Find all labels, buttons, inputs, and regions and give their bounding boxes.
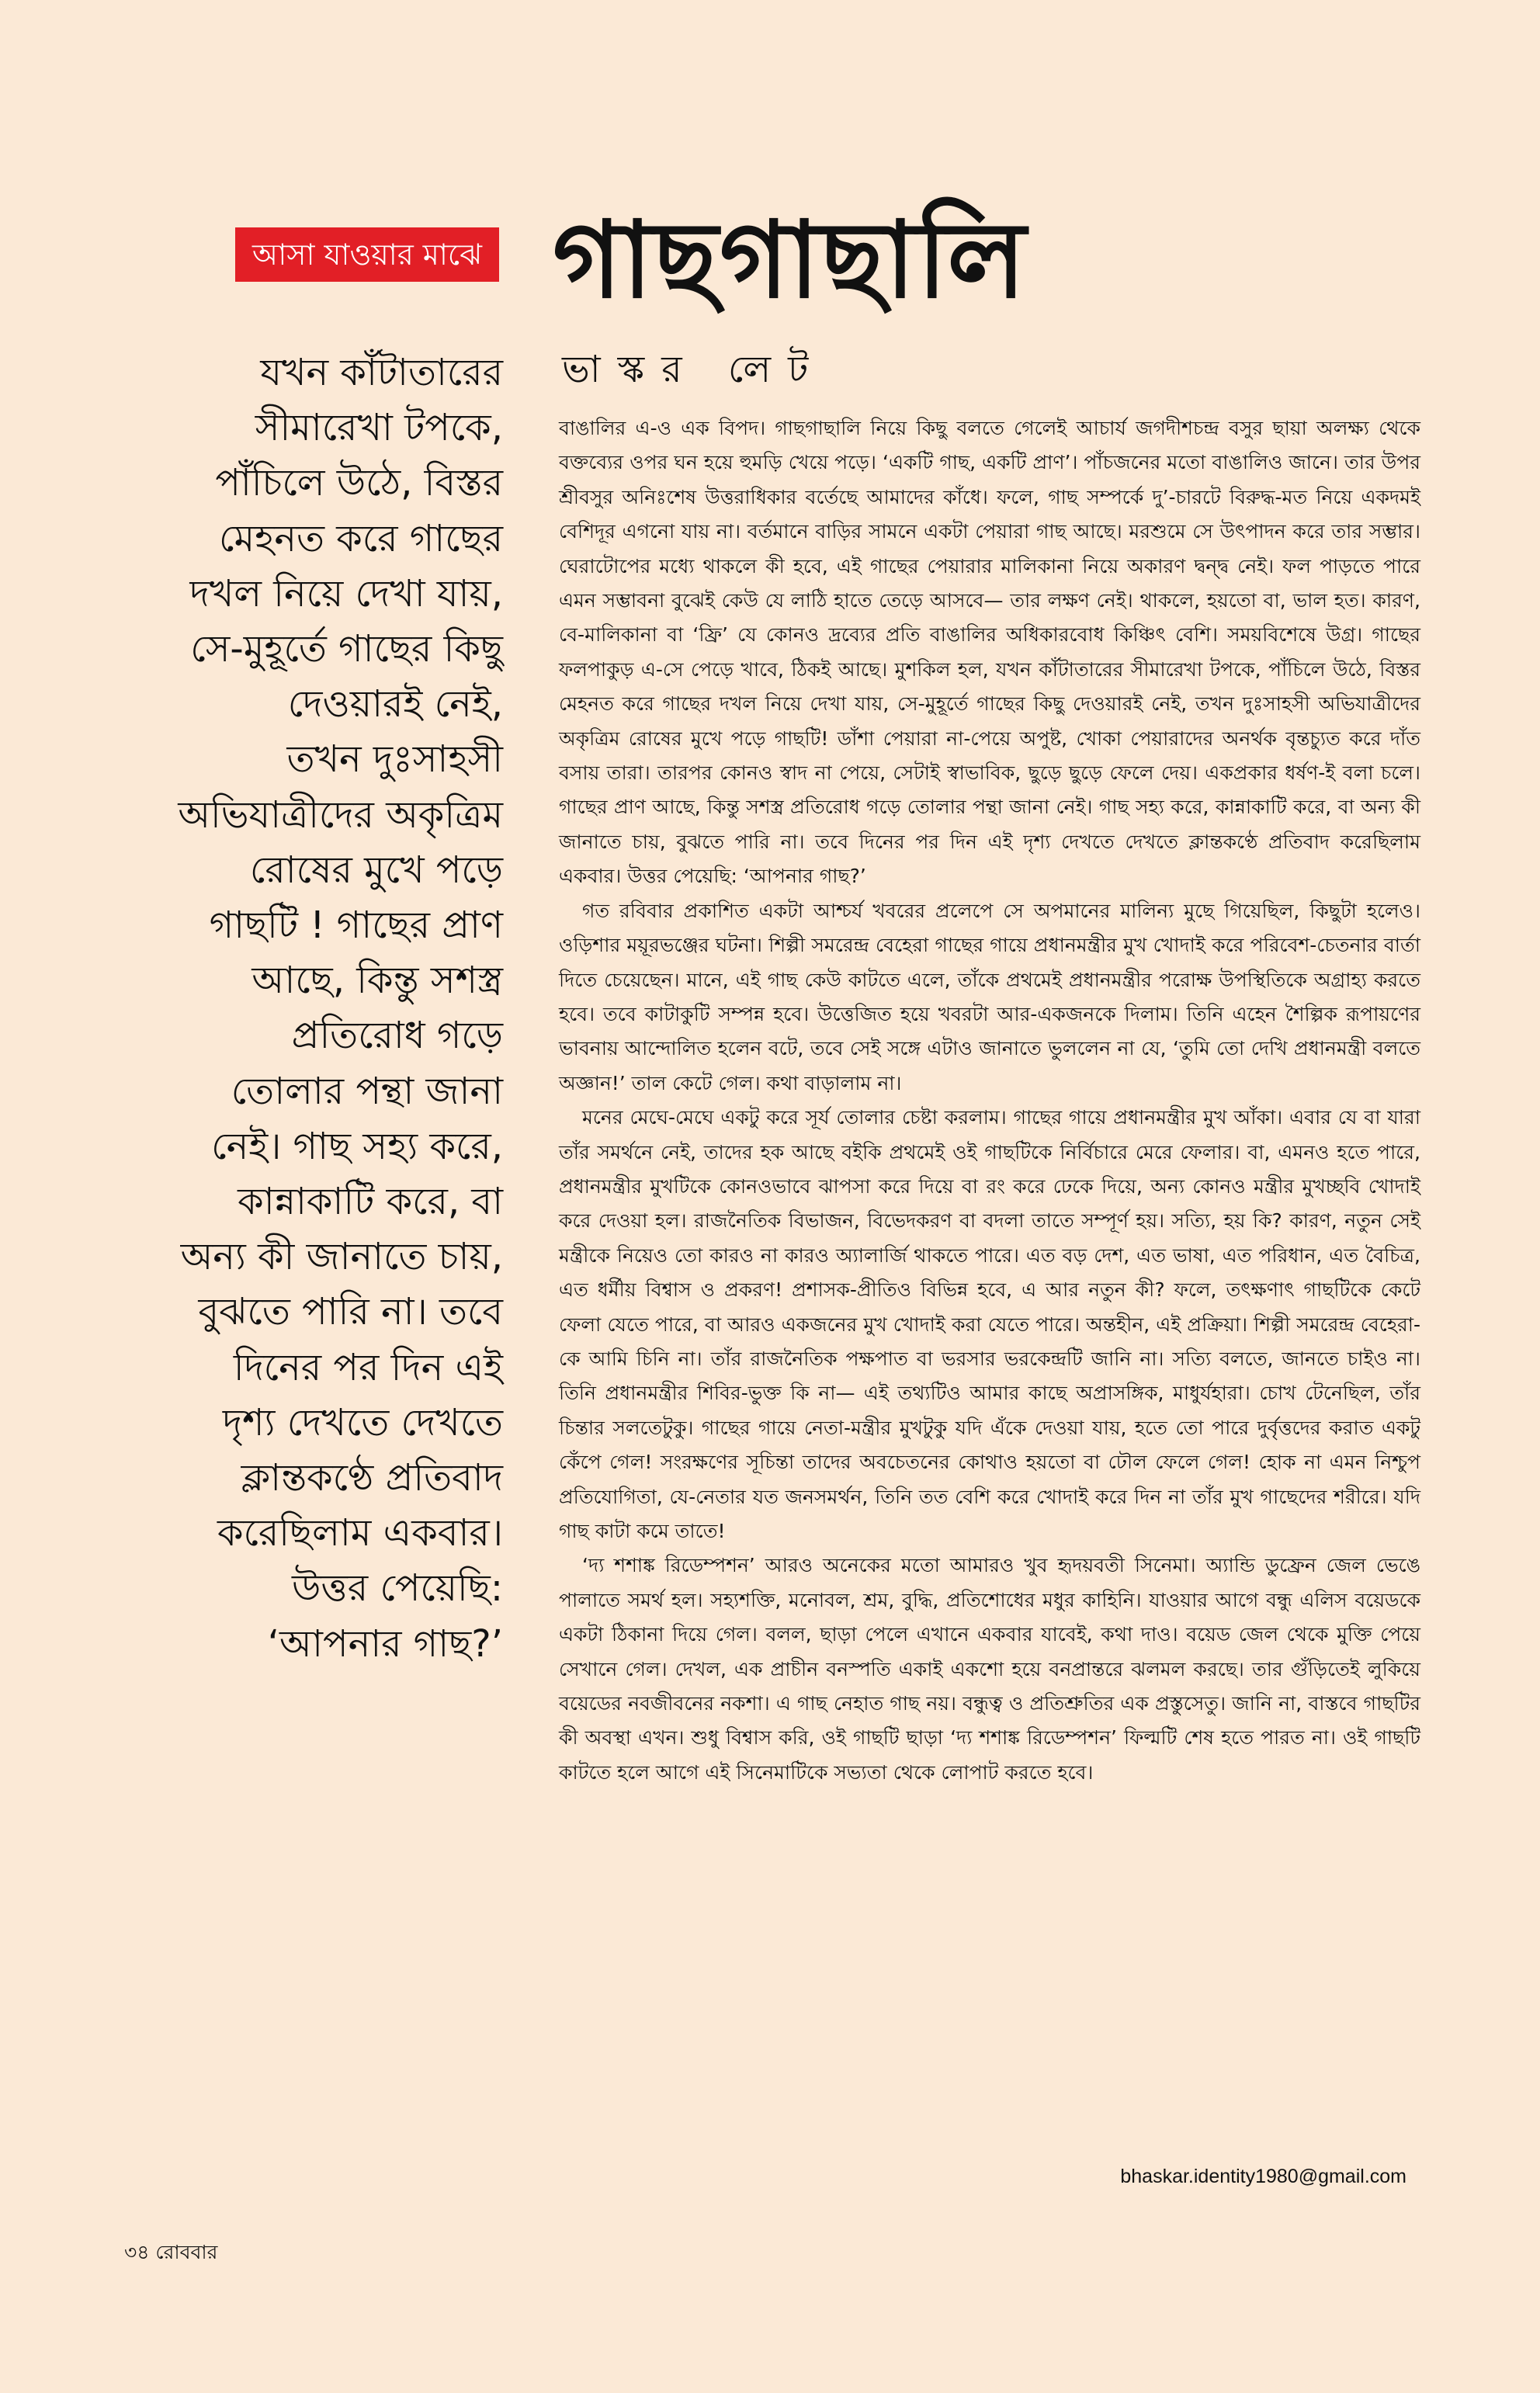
pull-quote-line: অভিযাত্রীদের অকৃত্রিম (178, 792, 503, 837)
author-email: bhaskar.identity1980@gmail.com (1120, 2166, 1406, 2187)
pull-quote-line: করেছিলাম একবার। (217, 1511, 503, 1555)
pull-quote-line: নেই। গাছ সহ্য করে, (211, 1124, 503, 1168)
pull-quote-line: মেহনত করে গাছের (219, 516, 503, 560)
pull-quote-line: দখল নিয়ে দেখা যায়, (189, 571, 503, 616)
article-paragraph: গত রবিবার প্রকাশিত একটা আশ্চর্য খবরের প্রলেপে সে অপমানের মালিন্য মুছে গিয়েছিল, কিছুটা হলেও। ওড়িশার ময়ূরভঞ্জের ঘটনা। শিল্পী সমরেন্দ্র বেহেরা গাছের গায়ে প্রধানমন্ত্রীর মুখ খোদাই করে পরিবেশ-চেতনার বার্তা দিতে চেয়েছেন। মানে, এই গাছ কেউ কাটতে এলে, তাঁকে প্রথমেই প্রধানমন্ত্রীর পরোক্ষ উপস্থিতিকে অগ্রাহ্য করতে হবে। তবে কাটাকুটি সম্পন্ন হবে। উত্তেজিত হয়ে খবরটা আর-একজনকে দিলাম। তিনি এহেন শৈল্পিক রূপায়ণের ভাবনায় আন্দোলিত হলেন বটে, তবে সেই সঙ্গে এটাও জানাতে ভুললেন না যে, ‘তুমি তো দেখি প্রধানমন্ত্রী বলতে অজ্ঞান!’ তাল কেটে গেল। কথা বাড়ালাম না। (559, 899, 1420, 1094)
page-folio: ৩৪ রোববার (124, 2241, 218, 2263)
pull-quote-line: ক্লান্তকণ্ঠে প্রতিবাদ (241, 1456, 503, 1500)
pull-quote-line: প্রতিরোধ গড়ে (291, 1014, 503, 1058)
pull-quote-line: গাছটি ! গাছের প্রাণ (209, 903, 503, 948)
pull-quote-line: বুঝতে পারি না। তবে (198, 1290, 503, 1334)
pull-quote-line: দৃশ্য দেখতে দেখতে (222, 1400, 503, 1444)
pull-quote-line: দেওয়ারই নেই, (287, 682, 503, 727)
pull-quote-line: পাঁচিলে উঠে, বিস্তর (215, 461, 503, 505)
pull-quote-line: উত্তর পেয়েছি: (292, 1566, 503, 1611)
pull-quote-line: সীমারেখা টপকে, (255, 406, 503, 450)
article-paragraph: মনের মেঘে-মেঘে একটু করে সূর্য তোলার চেষ্টা করলাম। গাছের গায়ে প্রধানমন্ত্রীর মুখ আঁকা। এবার যে বা যারা তাঁর সমর্থনে নেই, তাদের হক আছে বইকি প্রথমেই ওই গাছটিকে নির্বিচারে মেরে ফেলার। বা, এমনও হতে পারে, প্রধানমন্ত্রীর মুখটিকে কোনওভাবে ঝাপসা করে দিয়ে বা রং করে ঢেকে দিয়ে, অন্য কোনও মন্ত্রীর মুখচ্ছবি খোদাই করে দেওয়া হল। রাজনৈতিক বিভাজন, বিভেদকরণ বা বদলা তাতে সম্পূর্ণ হয়। সত্যি, হয় কি? কারণ, নতুন সেই মন্ত্রীকে নিয়েও তো কারও না কারও অ্যালার্জি থাকতে পারে। এত বড় দেশ, এত ভাষা, এত পরিধান, এত বৈচিত্র, এত ধর্মীয় বিশ্বাস ও প্রকরণ! প্রশাসক-প্রীতিও বিভিন্ন হবে, এ আর নতুন কী? ফলে, তৎক্ষণাৎ গাছটিকে কেটে ফেলা যেতে পারে, বা আরও একজনের মুখ খোদাই করা যেতে পারে। অন্তহীন, এই প্রক্রিয়া। শিল্পী সমরেন্দ্র বেহেরা-কে আমি চিনি না। তাঁর রাজনৈতিক পক্ষপাত বা ভরসার ভরকেন্দ্রটি জানি না। সত্যি বলতে, জানতে চাইও না। তিনি প্রধানমন্ত্রীর শিবির-ভুক্ত কি না— এই তথ্যটিও আমার কাছে অপ্রাসঙ্গিক, মাধুর্যহারা। চোখ টেনেছিল, তাঁর চিন্তার সলতেটুকু। গাছের গায়ে নেতা-মন্ত্রীর মুখটুকু যদি এঁকে দেওয়া যায়, হতে তো পারে দুর্বৃত্তদের করাত একটু কেঁপে গেল! সংরক্ষণের সূচিন্তা তাদের অবচেতনের কোথাও হয়তো বা ঢৌল ফেলে গেল! হোক না এমন নিশ্চুপ প্রতিযোগিতা, যে-নেতার যত জনসমর্থন, তিনি তত বেশি করে খোদাই করে দিন না তাঁর মুখ গাছেদের শরীরে। যদি গাছ কাটা কমে তাতে! (559, 1106, 1420, 1542)
pull-quote-line: রোষের মুখে পড়ে (249, 848, 503, 892)
article-body (559, 411, 1420, 1790)
article-paragraph: ‘দ্য শশাঙ্ক রিডেম্পশন’ আরও অনেকের মতো আমারও খুব হৃদয়বতী সিনেমা। অ্যান্ডি ডুফ্রেন জেল ভেঙে পালাতে সমর্থ হল। সহ্যশক্তি, মনোবল, শ্রম, বুদ্ধি, প্রতিশোধের মধুর কাহিনি। যাওয়ার আগে বন্ধু এলিস বয়েডকে একটা ঠিকানা দিয়ে গেল। বলল, ছাড়া পেলে এখানে একবার যাবেই, কথা দাও। বয়েড জেল থেকে মুক্তি পেয়ে সেখানে গেল। দেখল, এক প্রাচীন বনস্পতি একাই একশো হয়ে বনপ্রান্তরে ঝলমল করছে। তার গুঁড়িতেই লুকিয়ে বয়েডের নবজীবনের নকশা। এ গাছ নেহাত গাছ নয়। বন্ধুত্ব ও প্রতিশ্রুতির এক প্রস্তুসেতু। জানি না, বাস্তবে গাছটির কী অবস্থা এখন। শুধু বিশ্বাস করি, ওই গাছটি ছাড়া ‘দ্য শশাঙ্ক রিডেম্পশন’ ফিল্মটি শেষ হতে পারত না। ওই গাছটি কাটতে হলে আগে এই সিনেমাটিকে সভ্যতা থেকে লোপাট করতে হবে। (559, 1554, 1420, 1784)
column-tag: আসা যাওয়ার মাঝে (235, 227, 499, 282)
headline: গাছগাছালি (553, 199, 1028, 322)
pull-quote-line: সে-মুহূর্তে গাছের কিছু (190, 627, 503, 671)
byline: ভাস্কর লেট (562, 348, 826, 391)
pull-quote-line: কান্নাকাটি করে, বা (238, 1180, 503, 1224)
pull-quote-line: ‘আপনার গাছ?’ (267, 1621, 503, 1666)
pull-quote (116, 345, 503, 1672)
article-paragraph: বাঙালির এ-ও এক বিপদ। গাছগাছালি নিয়ে কিছু বলতে গেলেই আচার্য জগদীশচন্দ্র বসুর ছায়া অলক্ষ্য থেকে বক্তব্যের ওপর ঘন হয়ে হুমড়ি খেয়ে পড়ে। ‘একটি গাছ, একটি প্রাণ’। পাঁচজনের মতো বাঙালিও জানে। তার উপর শ্রীবসুর অনিঃশেষ উত্তরাধিকার বর্তেছে আমাদের কাঁধে। ফলে, গাছ সম্পর্কে দু’-চারটে বিরুদ্ধ-মত নিয়ে একদমই বেশিদূর এগনো যায় না। বর্তমানে বাড়ির সামনে একটা পেয়ারা গাছ আছে। মরশুমে সে উৎপাদন করে তার সম্ভার। ঘেরাটোপের মধ্যে থাকলে কী হবে, এই গাছের পেয়ারার মালিকানা নিয়ে অকারণ দ্বন্দ্ব নেই। ফল পাড়তে পারে এমন সম্ভাবনা বুঝেই কেউ যে লাঠি হাতে তেড়ে আসবে— তার লক্ষণ নেই। থাকলে, হয়তো বা, ভাল হত। কারণ, বে-মালিকানা বা ‘ফ্রি’ যে কোনও দ্রব্যের প্রতি বাঙালির অধিকারবোধ কিঞ্চিৎ বেশি। সময়বিশেষে উগ্র। গাছের ফলপাকুড় এ-সে পেড়ে খাবে, ঠিকই আছে। মুশকিল হল, যখন কাঁটাতারের সীমারেখা টপকে, পাঁচিলে উঠে, বিস্তর মেহনত করে গাছের দখল নিয়ে দেখা যায়, সে-মুহূর্তে গাছের কিছু দেওয়ারই নেই, তখন দুঃসাহসী অভিযাত্রীদের অকৃত্রিম রোষের মুখে পড়ে গাছটি! ডাঁশা পেয়ারা না-পেয়ে অপুষ্ট, খোকা পেয়ারাদের অনর্থক বৃন্তচ্যুত করে দাঁত বসায় তারা। তারপর কোনও স্বাদ না পেয়ে, সেটাই স্বাভাবিক, ছুড়ে ছুড়ে ফেলে দেয়। একপ্রকার ধর্ষণ-ই বলা চলে। গাছের প্রাণ আছে, কিন্তু সশস্ত্র প্রতিরোধ গড়ে তোলার পন্থা জানা নেই। গাছ সহ্য করে, কান্নাকাটি করে, বা অন্য কী জানাতে চায়, বুঝতে পারি না। তবে দিনের পর দিন এই দৃশ্য দেখতে দেখতে ক্লান্তকণ্ঠে প্রতিবাদ করেছিলাম একবার। উত্তর পেয়েছি: ‘আপনার গাছ?’ (559, 417, 1420, 888)
pull-quote-line: দিনের পর দিন এই (233, 1345, 503, 1389)
pull-quote-line: অন্য কী জানাতে চায়, (180, 1235, 503, 1279)
pull-quote-line: তখন দুঃসাহসী (286, 737, 503, 782)
pull-quote-line: তোলার পন্থা জানা (231, 1069, 503, 1113)
pull-quote-line: আছে, কিন্তু সশস্ত্র (251, 959, 503, 1003)
pull-quote-line: যখন কাঁটাতারের (260, 351, 503, 394)
